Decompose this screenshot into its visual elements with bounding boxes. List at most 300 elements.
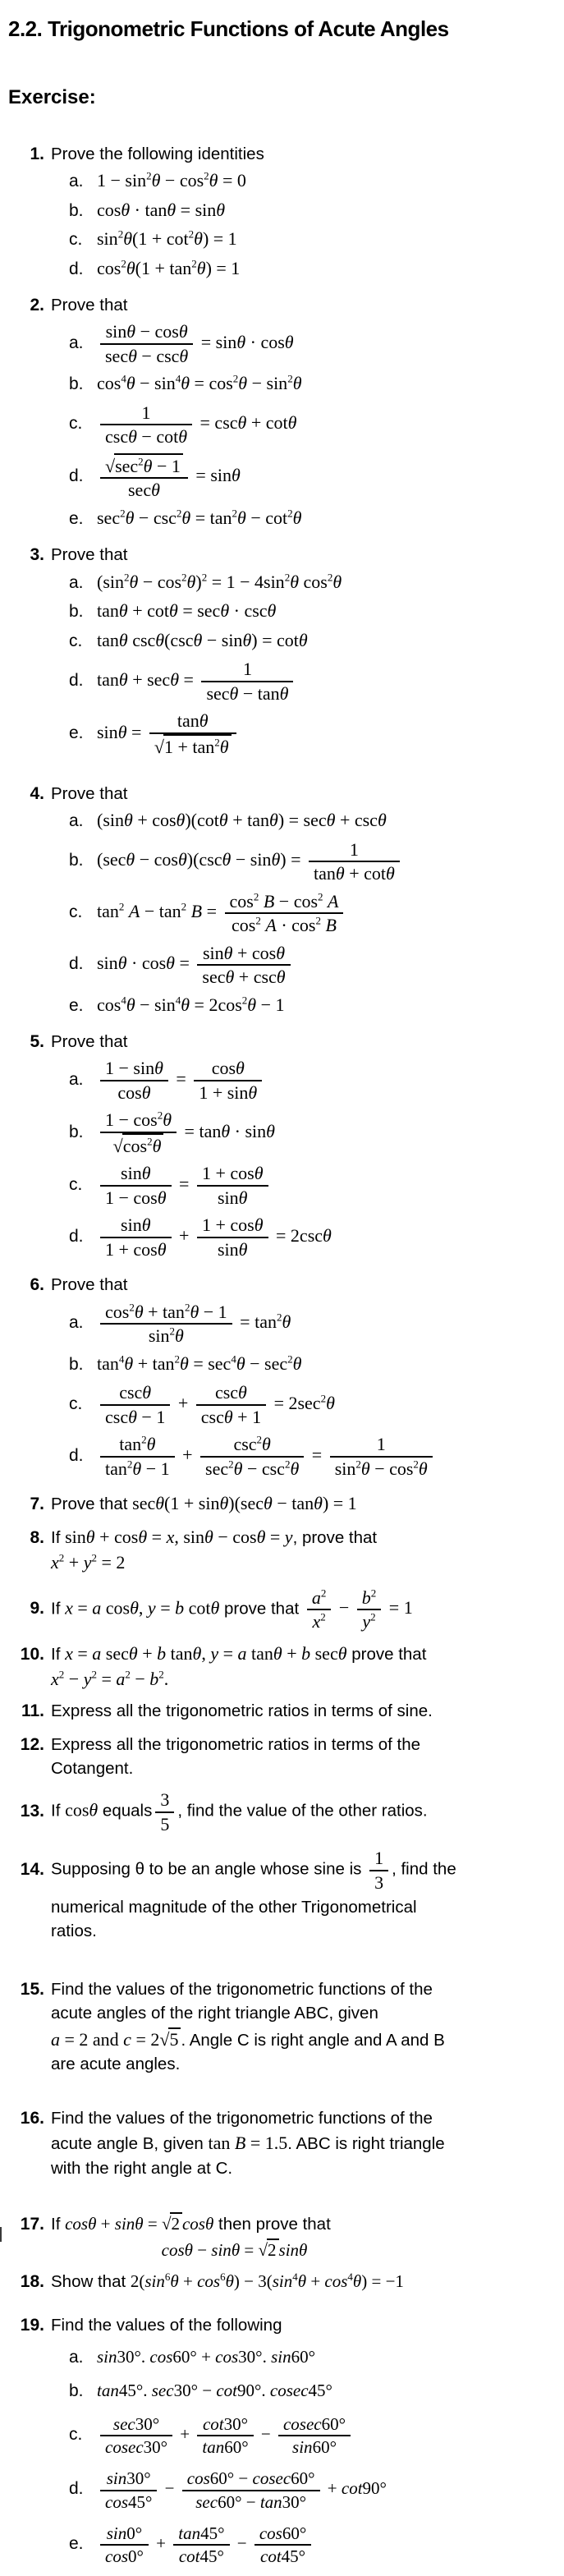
problem [8, 2212, 557, 2261]
fraction: $\frac{\tan\theta}{√1 + \tan^2\theta}$ [149, 709, 236, 758]
item-label: b. [69, 2381, 84, 2401]
exercise-item [51, 319, 557, 368]
fraction: $\frac{a^2}{x^2}$ [307, 1586, 332, 1633]
fraction: $\frac{1 + \cos\theta}{\sin\theta}$ [197, 1162, 268, 1209]
text-run: Express all the trigonometric ratios in terms of the [51, 1734, 421, 1754]
problem [8, 2270, 557, 2294]
item-content [97, 2413, 557, 2459]
problem-line [51, 2316, 557, 2336]
problem-line [51, 1586, 557, 1634]
item-content [97, 170, 557, 191]
problem [8, 1526, 557, 1574]
exercise-item [51, 1380, 557, 1429]
math-expression: tan45°. sec30° − cot90°. cosec45° [97, 2381, 332, 2401]
math-expression: $2(\sin^6\theta + \cos^6\theta) - 3(\sin^4\theta + \cos^4\theta) = -1$ [130, 2271, 404, 2292]
math-expression: sin30°. cos60° + cos30°. sin60° [97, 2346, 315, 2367]
item-label: a. [69, 811, 84, 831]
problem-body [51, 296, 557, 535]
exercise-item [51, 1352, 557, 1378]
exercise-item [51, 1056, 557, 1104]
item-label: c. [69, 1394, 83, 1413]
text-run: , prove that [292, 1527, 378, 1547]
problem-line [51, 1922, 557, 1942]
problem [8, 293, 557, 535]
item-content [97, 401, 557, 449]
exercise-item [51, 808, 557, 834]
math-expression: $\frac{\cos^2\theta + \tan^2\theta - 1}{\sin^2\theta}$ = $\tan^2\theta$ [97, 1311, 291, 1332]
math-expression: sinθ · cosθ = $\frac{\sin\theta + \cos\theta}{\sec\theta + \csc\theta}$ [97, 953, 294, 973]
problem-line [51, 2239, 557, 2261]
problem-number: 10. [20, 1644, 44, 1664]
text-run: . Angle C is right angle and A and B [181, 2030, 445, 2050]
text-run: Prove that [51, 1275, 128, 1295]
exercise-item [51, 452, 557, 503]
text-run: If [51, 1644, 66, 1664]
problem-line [51, 2055, 557, 2075]
problem [8, 1977, 557, 2076]
item-content [97, 319, 557, 368]
fraction: $\frac{\sin\theta}{1 + \cos\theta}$ [100, 1214, 172, 1260]
problem [8, 1733, 557, 1779]
fraction: $\frac{cosec60^\circ}{\sin 60^\circ}$ [278, 2413, 351, 2459]
text-run: Cotangent. [51, 1758, 134, 1778]
problem-line [51, 1846, 557, 1894]
math-expression: $\frac{\sin\theta}{1 - \cos\theta}$ = $\frac{1 + \cos\theta}{\sin\theta}$ [97, 1173, 272, 1194]
item-label: c. [69, 414, 83, 434]
math-expression: $\frac{\sec 30^\circ}{cosec30^\circ}$ + $\frac{\cot 30^\circ}{\tan 60^\circ}$ − $\frac{cosec60^\circ}{\sin 60^\circ}$ [97, 2424, 354, 2444]
math-expression: a = 2 and c = 2√5 [51, 2029, 181, 2050]
problem-number: 13. [20, 1801, 44, 1821]
math-expression: secθ(1 + sinθ)(secθ − tanθ) = 1 [132, 1493, 357, 1514]
exercise-item [51, 1432, 557, 1481]
text-run: numerical magnitude of the other Trigonometrical [51, 1898, 417, 1917]
square-root: √2 [162, 2212, 182, 2234]
item-label: d. [69, 259, 84, 278]
problem-body [51, 2212, 557, 2261]
item-label: c. [69, 631, 83, 650]
item-label: b. [69, 602, 84, 622]
math-expression: cosθ + sinθ = √2 cosθ [65, 2213, 214, 2234]
problem [8, 1492, 557, 1517]
math-expression: $\tan^4\theta + \tan^2\theta = \sec^4\theta - \sec^2\theta$ [97, 1352, 302, 1374]
math-expression: sinθ + cosθ = x, sinθ − cosθ = y [65, 1526, 293, 1547]
math-expression: $\frac{\sin\theta}{1 + \cos\theta}$ + $\frac{1 + \cos\theta}{\sin\theta}$ = 2cscθ [97, 1225, 332, 1246]
item-label: a. [69, 333, 84, 352]
exercise-item [51, 1108, 557, 1158]
fraction: $\frac{\cos^2\theta + \tan^2\theta - 1}{\sin^2\theta}$ [100, 1301, 232, 1348]
problem [8, 142, 557, 285]
item-label: d. [69, 1226, 84, 1246]
problem-line [51, 1669, 557, 1691]
problem-number: 3. [30, 545, 44, 565]
problem [8, 543, 557, 762]
problem-body [51, 2316, 557, 2576]
exercise-item [51, 2378, 557, 2404]
fraction: $\frac{1}{\tan\theta + \cot\theta}$ [309, 838, 400, 885]
exercise-item [51, 709, 557, 759]
item-content [97, 941, 557, 990]
math-expression: $(\sin^2\theta - \cos^2\theta)^2 = 1 - 4\sin^2\theta$ $\cos^2\theta$ [97, 571, 342, 592]
square-root: $√\sec^2\theta - 1$ [105, 453, 183, 478]
item-content [97, 810, 557, 831]
math-expression: $\frac{√\sec^2\theta - 1}{\sec\theta}$ = sinθ [97, 465, 241, 485]
item-label: e. [69, 2533, 84, 2553]
fraction: $\frac{b^2}{y^2}$ [357, 1586, 382, 1633]
item-label: e. [69, 723, 84, 742]
text-run: If [51, 1801, 66, 1821]
fraction: $\frac{\csc^2\theta}{\sec^2\theta - \csc^2\theta}$ [200, 1433, 304, 1480]
fraction: $\frac{\sin\theta - \cos\theta}{\sec\theta - \csc\theta}$ [100, 320, 193, 367]
item-label: c. [69, 2424, 83, 2444]
text-run: Prove that [51, 1495, 133, 1514]
exercise-item [51, 993, 557, 1019]
math-expression: cosθ [65, 1799, 99, 1821]
item-content [97, 507, 557, 529]
math-expression: $\frac{\tan^2\theta}{\tan^2\theta - 1}$ + $\frac{\csc^2\theta}{\sec^2\theta - \csc^2\theta}$ = $\frac{1}{\sin^2\theta - \cos^2\theta}$ [97, 1444, 436, 1465]
item-content [97, 994, 557, 1016]
fraction: $\frac{\sin 30^\circ}{\cos 45^\circ}$ [100, 2468, 157, 2513]
problem-body [51, 545, 557, 762]
math-expression: $\frac{\csc\theta}{\csc\theta - 1}$ + $\frac{\csc\theta}{\csc\theta + 1}$ = $2\sec^2\theta$ [97, 1393, 335, 1413]
fraction: $\frac{\csc\theta}{\csc\theta - 1}$ [100, 1381, 170, 1428]
math-expression: $\tan^2 A - \tan^2 B$ = $\frac{\cos^2 B - \cos^2 A}{\cos^2 A \cdot \cos^2 B}$ [97, 901, 346, 921]
fraction: $\frac{\cos\theta}{1 + \sin\theta}$ [194, 1057, 262, 1104]
text-run: Supposing θ to be an angle whose sine is [51, 1859, 367, 1879]
problem [8, 2106, 557, 2179]
fraction: $\frac{1 - \sin\theta}{\cos\theta}$ [100, 1057, 168, 1104]
exercise-item [51, 256, 557, 282]
problem-line [51, 1032, 557, 1053]
item-content [97, 709, 557, 759]
fraction: $\frac{\cot 30^\circ}{\tan 60^\circ}$ [197, 2413, 253, 2459]
problem-number: 7. [30, 1495, 44, 1514]
text-run: If [51, 2214, 66, 2234]
item-label: d. [69, 954, 84, 974]
math-expression: $1 - \sin^2\theta - \cos^2\theta = 0$ [97, 169, 246, 191]
text-run: equals [98, 1801, 153, 1821]
problem-body [51, 2271, 557, 2293]
problem-body [51, 1527, 557, 1574]
exercise-item [51, 941, 557, 990]
math-expression: cosθ − sinθ = √2 sinθ [161, 2240, 308, 2260]
exercise-item [51, 599, 557, 625]
problem-body [51, 1586, 557, 1634]
math-expression: tan B = 1.5 [208, 2133, 288, 2154]
math-expression: $x^2 + y^2 = 2$ [51, 1551, 126, 1573]
item-content [97, 1380, 557, 1429]
item-label: a. [69, 1313, 84, 1333]
math-expression: $\frac{\sin\theta - \cos\theta}{\sec\theta - \csc\theta}$ = sinθ · cosθ [97, 332, 294, 352]
fraction: $\frac{\sin\theta}{1 - \cos\theta}$ [100, 1162, 172, 1209]
problem-number: 5. [30, 1032, 44, 1052]
math-expression: tanθ + secθ = $\frac{1}{\sec\theta - \tan\theta}$ [97, 669, 296, 690]
problem-line [51, 2271, 557, 2293]
item-label: c. [69, 902, 83, 922]
item-label: d. [69, 466, 84, 486]
problem-number: 19. [20, 2315, 44, 2335]
exercise-item [51, 838, 557, 886]
problem [8, 1642, 557, 1691]
math-expression: $\frac{a^2}{x^2}$ − $\frac{b^2}{y^2}$ = 1 [304, 1597, 413, 1618]
fraction: $\frac{\sin 0^\circ}{\cos 0^\circ}$ [100, 2523, 149, 2568]
problem-line [51, 545, 557, 566]
problem-line [51, 2004, 557, 2024]
math-expression: $\frac{1 - \cos^2\theta}{√\cos^2\theta}$ = tanθ · sinθ [97, 1121, 275, 1141]
problem-line [51, 2159, 557, 2179]
item-content [97, 373, 557, 394]
item-content [97, 1432, 557, 1481]
problem-number: 16. [20, 2109, 44, 2128]
fraction: $\frac{\cos^2 B - \cos^2 A}{\cos^2 A \cdot \cos^2 B}$ [225, 890, 344, 937]
text-run: . ABC is right triangle [287, 2134, 445, 2154]
text-run: prove that [219, 1599, 304, 1619]
item-label: e. [69, 508, 84, 528]
exercise-item [51, 506, 557, 532]
problem-number: 4. [30, 784, 44, 804]
problem-line [51, 145, 557, 165]
text-run: prove that [346, 1644, 427, 1664]
text-run: Prove that [51, 1032, 128, 1052]
math-expression: sinθ = $\frac{\tan\theta}{√1 + \tan^2\theta}$ [97, 722, 240, 742]
text-run: Find the values of the following [51, 2315, 282, 2335]
text-run: Find the values of the trigonometric functions of the [51, 1979, 433, 1999]
problem-number: 15. [20, 1979, 44, 1999]
exercise-item [51, 227, 557, 253]
problem-body [51, 1788, 557, 1836]
item-content [97, 889, 557, 938]
problem-line [51, 2212, 557, 2235]
problem-line [51, 1898, 557, 1918]
item-content [97, 657, 557, 705]
exercise-item [51, 657, 557, 705]
item-content [97, 228, 557, 250]
problem-number: 2. [30, 296, 44, 315]
fraction: $\frac{\sec 30^\circ}{cosec30^\circ}$ [100, 2413, 172, 2459]
problem-body [51, 784, 557, 1022]
problem-body [51, 1032, 557, 1265]
text-run: are acute angles. [51, 2055, 181, 2074]
item-content [97, 1300, 557, 1348]
text-run: with the right angle at C. [51, 2158, 233, 2178]
item-label: a. [69, 172, 84, 191]
problem-number: 1. [30, 145, 44, 163]
item-label: c. [69, 1174, 83, 1194]
math-expression: $\sec^2\theta - \csc^2\theta = \tan^2\theta - \cot^2\theta$ [97, 507, 302, 528]
problem-number: 8. [30, 1527, 44, 1547]
item-content [97, 452, 557, 503]
math-expression: $\frac{\sin 0^\circ}{\cos 0^\circ}$ + $\frac{\tan 45^\circ}{\cot 45^\circ}$ − $\frac{\cos 60^\circ}{\cot 45^\circ}$ [97, 2533, 314, 2553]
item-content [97, 600, 557, 622]
math-expression: $\frac{1}{\csc\theta - \cot\theta}$ = cscθ + cotθ [97, 412, 296, 433]
problems-list [8, 142, 557, 2576]
item-label: a. [69, 2347, 84, 2367]
item-label: a. [69, 1069, 84, 1089]
item-label: b. [69, 374, 84, 394]
problem-line [51, 1788, 557, 1836]
problem-line [51, 1275, 557, 1296]
item-content [97, 2522, 557, 2569]
square-root: $√1 + \tan^2\theta$ [154, 734, 232, 759]
item-content [97, 630, 557, 651]
problem-number: 18. [20, 2272, 44, 2292]
exercise-heading: Exercise: [8, 86, 96, 108]
fraction: $\frac{1 - \cos^2\theta}{√\cos^2\theta}$ [100, 1109, 177, 1157]
math-expression: tanθ cscθ(cscθ − sinθ) = cotθ [97, 629, 308, 650]
problem-number: 14. [20, 1859, 44, 1879]
exercise-item [51, 1213, 557, 1261]
problem-line [51, 1759, 557, 1779]
text-cursor-artifact [0, 2227, 2, 2242]
problem-number: 9. [30, 1599, 44, 1619]
problem-line [51, 1527, 557, 1549]
text-run: Prove that [51, 545, 128, 565]
problem-line [51, 2109, 557, 2129]
problem-line [51, 1735, 557, 1756]
exercise-item [51, 570, 557, 596]
problem-body [51, 1643, 557, 1691]
item-content [97, 1161, 557, 1210]
square-root: $√\cos^2\theta$ [113, 1133, 164, 1158]
item-label: b. [69, 1122, 84, 1141]
square-root: √2 [258, 2239, 278, 2261]
problem-body [51, 1493, 557, 1515]
item-label: a. [69, 572, 84, 592]
exercise-item [51, 2413, 557, 2459]
problem-body [51, 1846, 557, 1942]
fraction: $\frac{3}{5}$ [155, 1789, 174, 1835]
item-label: b. [69, 200, 84, 220]
math-expression: (sinθ + cosθ)(cotθ + tanθ) = secθ + cscθ [97, 810, 387, 831]
problem-body [51, 1701, 557, 1722]
text-run: ratios. [51, 1922, 97, 1941]
problem-line [51, 1643, 557, 1665]
problem-line [51, 2133, 557, 2155]
item-content [97, 2347, 557, 2367]
math-expression: $\sin^2\theta(1 + \cot^2\theta) = 1$ [97, 227, 237, 250]
math-expression: (secθ − cosθ)(cscθ − sinθ) = $\frac{1}{\tan\theta + \cot\theta}$ [97, 849, 403, 870]
item-label: d. [69, 1445, 84, 1465]
problem [8, 1273, 557, 1484]
exercise-item [51, 2522, 557, 2569]
item-label: d. [69, 2479, 84, 2499]
problem [8, 1586, 557, 1634]
fraction: $\frac{\cos 60^\circ}{\cot 45^\circ}$ [254, 2523, 311, 2568]
math-expression: tanθ + cotθ = secθ · cscθ [97, 600, 277, 622]
problem-line [51, 1980, 557, 2000]
problem-body [51, 1735, 557, 1779]
exercise-item [51, 2344, 557, 2371]
fraction: $\frac{\tan 45^\circ}{\cot 45^\circ}$ [173, 2523, 229, 2568]
item-content [97, 2381, 557, 2401]
problem-body [51, 1275, 557, 1484]
text-run: acute angle B, given [51, 2134, 209, 2154]
problem [8, 782, 557, 1022]
item-content [97, 258, 557, 279]
exercise-item [51, 2467, 557, 2514]
problem-number: 11. [21, 1701, 44, 1721]
exercise-item [51, 371, 557, 397]
text-run: , find the [392, 1859, 456, 1879]
math-expression: $\cos^2\theta(1 + \tan^2\theta) = 1$ [97, 257, 241, 278]
text-run: If [51, 1599, 66, 1619]
item-content [97, 572, 557, 593]
math-expression: $\cos^4\theta - \sin^4\theta = 2\cos^2\theta - 1$ [97, 994, 285, 1015]
text-run: Prove that [51, 296, 128, 315]
item-content [97, 200, 557, 221]
text-run: then prove that [213, 2214, 331, 2234]
math-expression: x = a cosθ, y = b cotθ [65, 1597, 220, 1619]
item-label: c. [69, 230, 83, 250]
math-expression: $\frac{\sin 30^\circ}{\cos 45^\circ}$ − $\frac{\cos 60^\circ - cosec60^\circ}{\sec 60^\circ - \tan 30^\circ}$ + cot90° [97, 2478, 387, 2498]
math-expression [152, 1789, 177, 1834]
fraction: $\frac{1}{\sin^2\theta - \cos^2\theta}$ [330, 1433, 433, 1480]
exercise-item [51, 1161, 557, 1210]
exercise-item [51, 628, 557, 654]
fraction: $\frac{\tan^2\theta}{\tan^2\theta - 1}$ [100, 1433, 175, 1480]
item-label: b. [69, 1354, 84, 1374]
exercise-item [51, 401, 557, 449]
page-title: 2.2. Trigonometric Functions of Acute Angles [8, 16, 449, 41]
text-run: Show that [51, 2272, 131, 2292]
problem-body [51, 1980, 557, 2076]
fraction: $\frac{1 + \cos\theta}{\sin\theta}$ [197, 1214, 268, 1260]
math-expression [366, 1848, 392, 1893]
math-expression: x = a secθ + b tanθ, y = a tanθ + b secθ [65, 1642, 347, 1664]
text-run: Prove that [51, 784, 128, 804]
fraction: $\frac{1}{3}$ [369, 1847, 388, 1894]
problem-body [51, 2109, 557, 2179]
exercise-item [51, 889, 557, 938]
problem-number: 17. [20, 2214, 44, 2234]
problem-line [51, 296, 557, 316]
problem-number: 6. [30, 1275, 44, 1295]
item-content [97, 1108, 557, 1158]
fraction: $\frac{1}{\csc\theta - \cot\theta}$ [100, 402, 192, 448]
problem [8, 1030, 557, 1265]
exercise-item [51, 198, 557, 224]
fraction: $\frac{\sin\theta + \cos\theta}{\sec\theta + \csc\theta}$ [197, 942, 290, 989]
problem [8, 1846, 557, 1942]
item-label: b. [69, 851, 84, 870]
item-content [97, 2467, 557, 2514]
text-run: Express all the trigonometric ratios in terms of sine. [51, 1701, 433, 1721]
exercise-item [51, 168, 557, 195]
text-run: Prove the following identities [51, 145, 264, 163]
problem [8, 1788, 557, 1836]
text-run: If [51, 1527, 66, 1547]
item-content [97, 1353, 557, 1375]
fraction: $\frac{√\sec^2\theta - 1}{\sec\theta}$ [100, 453, 188, 502]
item-content [97, 838, 557, 886]
fraction: $\frac{\cos 60^\circ - cosec60^\circ}{\sec 60^\circ - \tan 30^\circ}$ [182, 2468, 320, 2513]
problem [8, 2313, 557, 2576]
fraction: $\frac{\csc\theta}{\csc\theta + 1}$ [196, 1381, 266, 1428]
math-expression: $\frac{1 - \sin\theta}{\cos\theta}$ = $\frac{\cos\theta}{1 + \sin\theta}$ [97, 1068, 265, 1089]
problem [8, 1699, 557, 1724]
problem-number: 12. [20, 1734, 44, 1754]
math-expression: $\cos^4\theta - \sin^4\theta = \cos^2\theta - \sin^2\theta$ [97, 373, 302, 394]
item-content [97, 1056, 557, 1104]
text-run: , find the value of the other ratios. [177, 1801, 428, 1821]
item-label: e. [69, 995, 84, 1015]
square-root: √5 [159, 2027, 181, 2050]
text-run: acute angles of the right triangle ABC, given [51, 2003, 378, 2023]
problem-line [51, 2027, 557, 2051]
problem-line [51, 784, 557, 805]
problem-line [51, 1493, 557, 1515]
fraction: $\frac{1}{\sec\theta - \tan\theta}$ [201, 658, 293, 705]
math-expression: cosθ · tanθ = sinθ [97, 199, 226, 220]
